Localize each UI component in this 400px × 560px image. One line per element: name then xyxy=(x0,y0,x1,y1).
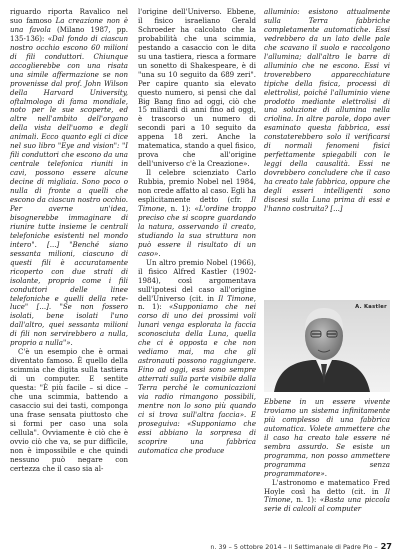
text-run: l'origine dell'Universo. Ebbene, il fisico israeliano Gerald Schroeder ha calcolato che la probabilità che una scimmia, pestando a casaccio con le dita su una tastiera, riesca a formare un sonetto di Shakespeare, è di "una su 10 seguito da 689 zeri". Per capire quanto sia elevato questo numero, si pensi che dal Big Bang fino ad oggi, ciò che 15 miliardi di anni fino ad oggi, è trascorso un numero di secondi pari a 10 seguito da appena 18 zeri. Anche la matematica, stando a quel fisico, prova che all'origine dell'universo c'è la Creazione». xyxy=(138,7,256,169)
text-column-3 xyxy=(264,8,390,214)
quotation: Ebbene in un essere vivente troviamo un sistema infinitamente più complesso di una fabbrica automatica. Volete ammettere che il caso ha creato tale essere né sembra assurdo. Se esiste un programma, non posso ammettere programma senza programmatore». xyxy=(264,397,390,478)
figure-caption: A. Kastler xyxy=(355,304,387,310)
portrait-photo xyxy=(264,300,390,392)
quotation: «L'ordine troppo preciso che si scopre guardando la natura, osservando il creato, studiando la sua struttura non può essere il risultato di un caso». xyxy=(138,203,256,258)
column-1-paragraph xyxy=(10,8,128,348)
text-column-3-continued xyxy=(264,398,390,514)
issue-line: n. 39 – 5 ottobre 2014 – Il Settimanale di Padre Pio – xyxy=(210,543,378,551)
column-2-paragraph xyxy=(138,8,256,169)
column-1-paragraph xyxy=(10,348,128,473)
text-run: (Milano 1987, pp. 135-136): xyxy=(10,24,128,43)
publication-title: Il Timone xyxy=(218,293,254,303)
page-footer xyxy=(150,541,392,551)
quotation: «Basta una piccola serie di calcoli al computer xyxy=(264,495,390,514)
quotation: «Dal fondo di ciascun nostro occhio escono 60 milioni di fili conduttori. Chiunque accoglierebbe con una risata una simile affermazione se non provenisse dal prof. John Wilson della Harvard University, oftalmologo di fama mondiale, noto per le sue scoperte, ed altre nell'ambito dell'organo della vista dell'uomo e degli animali. Ecco quanto egli ci dice nel suo libro "Eye and vision": "I fili conduttori che escono da una centrale telefonica riuniti in cavi, possono essere alcune decine di migliaia. Sono poco o nulla di fronte a quelli che escono da ciascun nostro occhio. Per averne un'idea, bisognerebbe immaginare di riunire tutte insieme le centrali telefoniche esistenti nel mondo intero". [...] "Benché siano sessanta milioni, ciascuno di questi fili è accuratamente ricoperto con due strati di isolante, proprio come i fili conduttori delle linee telefoniche e quelli della rete-luce" [...]. "Se non fossero isolati, bene isolati l'uno dall'altro, quei sessanta milioni di fili non servirebbero a nulla, proprio a nulla"». xyxy=(10,33,128,348)
text-column-2 xyxy=(138,8,256,456)
column-3-paragraph xyxy=(264,398,390,479)
publication-title: Il Timone xyxy=(264,486,390,505)
book-title: La creazione non è una favola xyxy=(10,15,128,34)
publication-title: Il Timone xyxy=(138,195,256,213)
portrait-figure xyxy=(264,300,390,392)
text-run: L'astronomo e matematico Fred Hoyle così ha detto (cit. in xyxy=(264,477,390,496)
quotation: alluminio: esistono attualmente sulla Terra fabbriche completamente automatiche. Essi vedrebbero da un lato delle pale che scavano il suolo e raccolgono l'allumina; dall'altro le barre di alluminio che ne escono. Essi vi troverebbero apparecchiature tipiche della fisica, processi di elettrolisi, poiché l'alluminio viene prodotto mediante elettrolisi di una soluzione di allumina nella criolina. In altre parole, dopo aver esaminato questa fabbrica, essi constaterebbero solo il verificarsi di normali fenomeni fisici perfettamente spiegabili con le leggi della causalità. Essi ne dovrebbero concludere che il caso ha creato tale fabbrica, oppure che degli esseri intelligenti sono discesi sulla Luna prima di essi e l'hanno costruita? [...] xyxy=(264,7,390,213)
text-run: , n. 1): xyxy=(138,293,256,312)
quotation: «Supponiamo che nei corso di uno dei prossimi voli lunari venga esplorata la faccia sconosciuta della Luna, quella che ci è opposta e che non vediamo mai, ma che gli astronauti possono raggiungere. Fino ad oggi, essi sono sempre atterrati sulla parte visibile dalla Terra perché le comunicazioni via radio rimangono possibili, mentre non lo sono più quando ci si trova sull'altra faccia». E proseguiva: «Supponiamo che essi abbiano la sorpresa di scoprire una fabbrica automatica che produce xyxy=(138,302,256,455)
text-run: riguardo riporta Ravalico nel suo famoso xyxy=(10,7,128,25)
text-run: , n. 1): xyxy=(290,495,320,505)
text-column-1 xyxy=(10,8,128,474)
column-3-paragraph xyxy=(264,8,390,214)
column-2-paragraph xyxy=(138,259,256,456)
page-number: 27 xyxy=(380,541,392,551)
column-2-paragraph xyxy=(138,169,256,259)
text-run: C'è un esempio che è ormai diventato famoso. È quello della scimmia che digita sulla tastiera di un computer. E sentite questa: "È più facile – si dice – che una scimmia, battendo a casaccio sui dei tasti, componga una frase sensata piuttosto che si formi per caso una sola cellula". Ovviamente è ciò che è ovvio ciò che va, se pur difficile, non è impossibile e che quindi nessuno può negare con certezza che il caso sia al- xyxy=(10,347,128,473)
column-3-paragraph xyxy=(264,479,390,515)
text-run: Un altro premio Nobel (1966), il fisico Alfred Kastler (1902-1984), così argomentava sull'ipotesi del caso all'origine dell'Universo (cit. in xyxy=(138,257,256,303)
text-run: , n. 1): xyxy=(164,203,195,213)
text-run: Il celebre scienziato Carlo Rubbia, premio Nobel nel 1984, non crede affatto al caso. Egli ha esplicitamente detto (cfr. xyxy=(138,168,256,205)
